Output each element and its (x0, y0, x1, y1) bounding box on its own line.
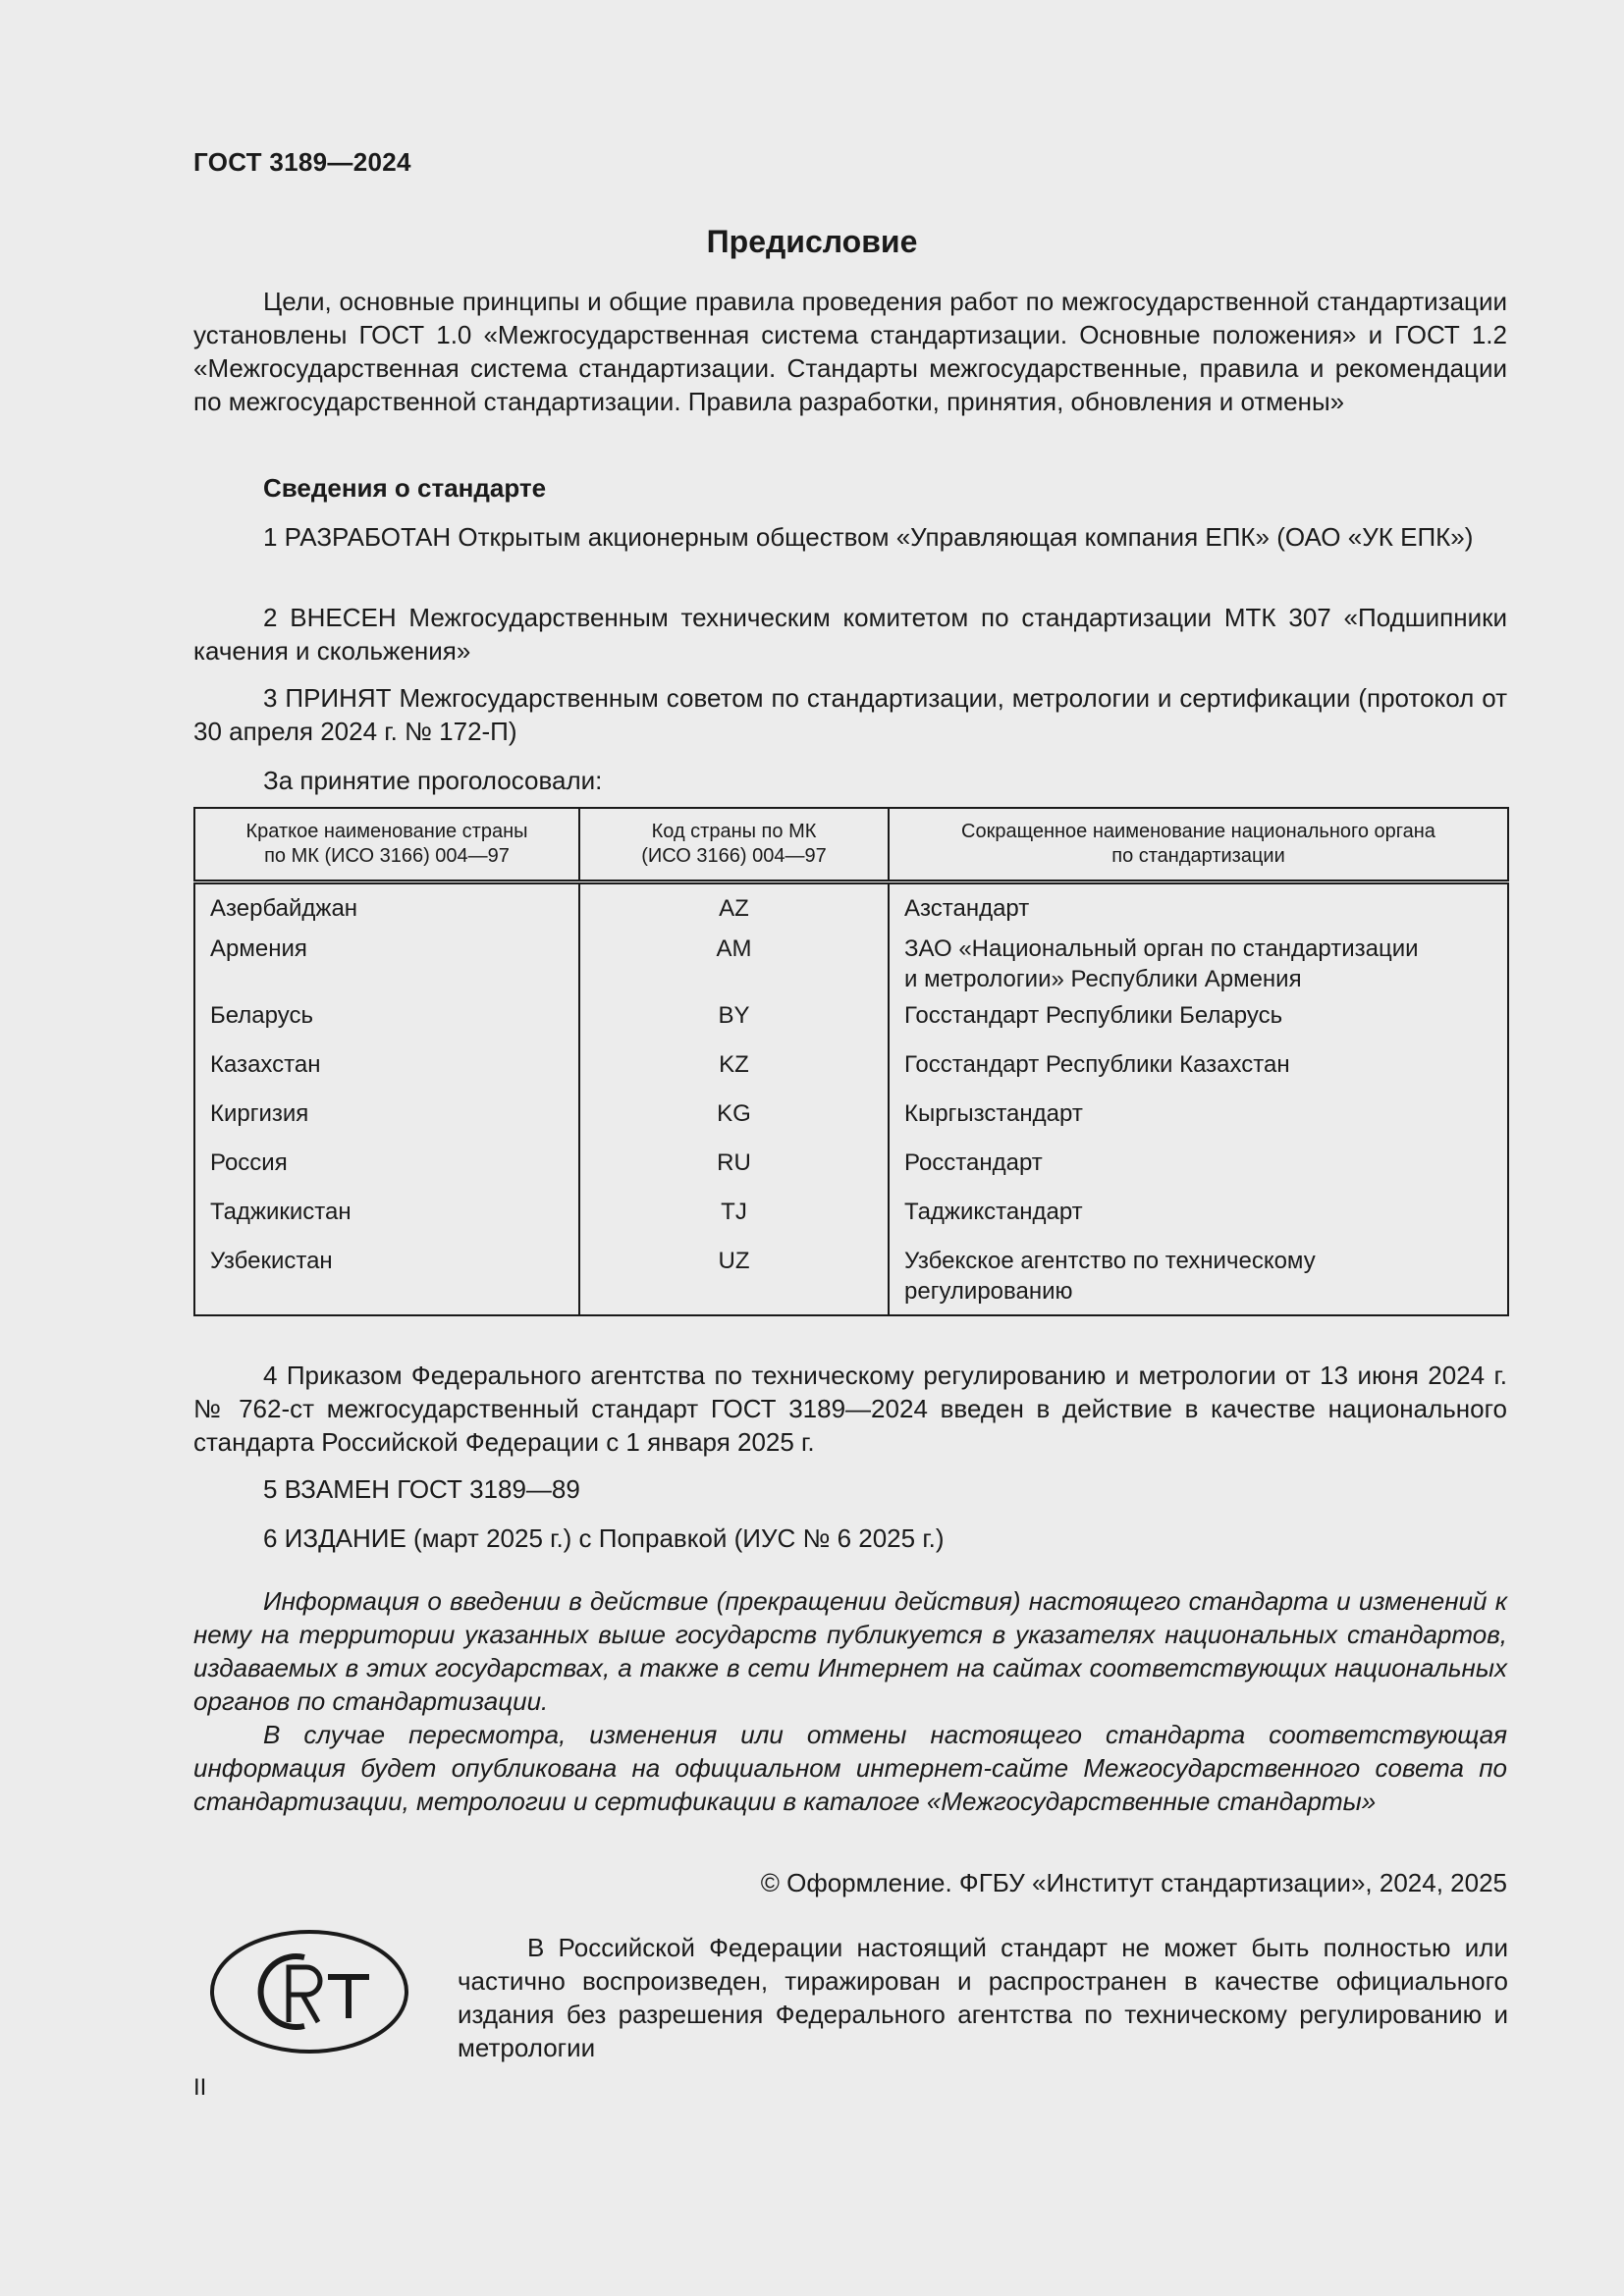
italic-note-1: Информация о введении в действие (прекращении действия) настоящего стандарта и изменений к нему на территории указанных выше государств публикуется в указателях национальных стандартов, издаваемых в этих государствах, а также в сети Интернет на сайтах соответствующих национальных органов по стандартизации. (193, 1586, 1507, 1716)
table-row (194, 1148, 1508, 1197)
cell-code: RU (579, 1148, 889, 1197)
table-row (194, 1000, 1508, 1049)
reproduction-notice: В Российской Федерации настоящий стандарт не может быть полностью или частично воспроизведен, тиражирован и распространен в качестве официального издания без разрешения Федерального агентства по техническому регулированию и метрологии (458, 1933, 1508, 2062)
vote-label: За принятие проголосовали: (263, 766, 603, 795)
page-title: Предисловие (706, 224, 918, 259)
cell-code: AZ (579, 882, 889, 934)
cell-code: KZ (579, 1049, 889, 1098)
table-row (194, 1049, 1508, 1098)
item-5: 5 ВЗАМЕН ГОСТ 3189—89 (263, 1474, 580, 1504)
cell-country: Россия (194, 1148, 579, 1197)
cell-organization: Кыргызстандарт (889, 1098, 1508, 1148)
item-1: 1 РАЗРАБОТАН Открытым акционерным обществом «Управляющая компания ЕПК» (ОАО «УК ЕПК») (263, 522, 1474, 552)
member-states-table (193, 807, 1509, 1316)
cell-organization: Таджикстандарт (889, 1197, 1508, 1246)
rst-certification-mark-icon (208, 1928, 410, 2056)
italic-note-2: В случае пересмотра, изменения или отмены настоящего стандарта соответствующая информация будет опубликована на официальном интернет-сайте Межгосударственного совета по стандартизации, метрологии и сертификации в каталоге «Межгосударственные стандарты» (193, 1720, 1507, 1816)
table-row (194, 1246, 1508, 1315)
cell-country: Азербайджан (194, 882, 579, 934)
intro-paragraph: Цели, основные принципы и общие правила проведения работ по межгосударственной стандартизации установлены ГОСТ 1.0 «Межгосударственная система стандартизации. Основные положения» и ГОСТ 1.2 «Межгосударственная система стандартизации. Стандарты межгосударственные, правила и рекомендации по межгосударственной стандартизации. Правила разработки, принятия, обновления и отмены» (193, 287, 1507, 416)
cell-code: TJ (579, 1197, 889, 1246)
table-row (194, 1098, 1508, 1148)
page-number: II (193, 2074, 207, 2101)
column-header-code: Код страны по МК (ИСО 3166) 004—97 (579, 808, 889, 882)
cell-code: KG (579, 1098, 889, 1148)
table-header-row (194, 808, 1508, 882)
cell-organization: Узбекское агентство по техническому регулированию (889, 1246, 1508, 1315)
table-row (194, 882, 1508, 934)
item-6: 6 ИЗДАНИЕ (март 2025 г.) с Поправкой (ИУС № 6 2025 г.) (263, 1523, 945, 1553)
column-header-country: Краткое наименование страны по МК (ИСО 3166) 004—97 (194, 808, 579, 882)
document-id-header: ГОСТ 3189—2024 (193, 147, 411, 177)
table-row (194, 1197, 1508, 1246)
cell-code: BY (579, 1000, 889, 1049)
cell-country: Киргизия (194, 1098, 579, 1148)
cell-organization: Госстандарт Республики Казахстан (889, 1049, 1508, 1098)
item-4: 4 Приказом Федерального агентства по техническому регулированию и метрологии от 13 июня 2024 г. № 762-ст межгосударственный стандарт ГОСТ 3189—2024 введен в действие в качестве национального стандарта Российской Федерации с 1 января 2025 г. (193, 1361, 1507, 1457)
cell-organization: Росстандарт (889, 1148, 1508, 1197)
cell-country: Таджикистан (194, 1197, 579, 1246)
item-2: 2 ВНЕСЕН Межгосударственным техническим комитетом по стандартизации МТК 307 «Подшипники качения и скольжения» (193, 603, 1507, 666)
cell-organization: Госстандарт Республики Беларусь (889, 1000, 1508, 1049)
cell-code: UZ (579, 1246, 889, 1315)
cell-country: Беларусь (194, 1000, 579, 1049)
table-row (194, 934, 1508, 1000)
copyright-line: © Оформление. ФГБУ «Институт стандартизации», 2024, 2025 (760, 1868, 1507, 1897)
item-3: 3 ПРИНЯТ Межгосударственным советом по стандартизации, метрологии и сертификации (протокол от 30 апреля 2024 г. № 172-П) (193, 683, 1507, 746)
cell-organization: ЗАО «Национальный орган по стандартизации и метрологии» Республики Армения (889, 934, 1508, 1000)
cell-organization: Азстандарт (889, 882, 1508, 934)
cell-country: Армения (194, 934, 579, 1000)
cell-country: Казахстан (194, 1049, 579, 1098)
column-header-organization: Сокращенное наименование национального органа по стандартизации (889, 808, 1508, 882)
cell-code: AM (579, 934, 889, 1000)
info-heading: Сведения о стандарте (263, 473, 547, 503)
cell-country: Узбекистан (194, 1246, 579, 1315)
